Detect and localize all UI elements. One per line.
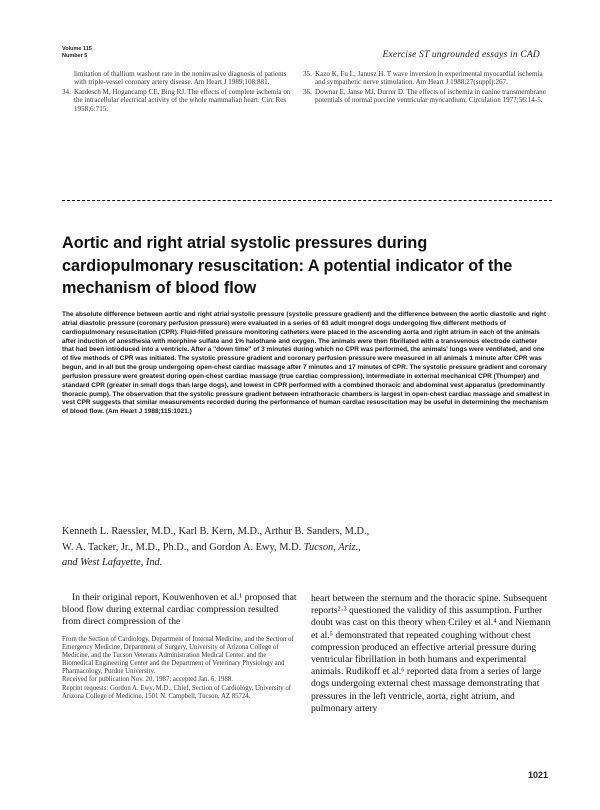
volume-label: Volume 115 bbox=[62, 46, 92, 52]
volume-info bbox=[62, 46, 92, 60]
section-divider bbox=[62, 200, 552, 204]
reference-item bbox=[62, 88, 300, 113]
affiliation-text: From the Section of Cardiology, Department of Internal Medicine, and the Section of Emergency Medicine, Department of Surgery, University of Arizona College of Medicine, and the Tucson Veterans Administration Medical Center, and the Biomedical Engineering Center and the Department of Veterinary Physiology and Pharmacology, Purdue University. bbox=[62, 636, 294, 676]
reprint-requests: Reprint requests: Gordon A. Ewy, M.D., Chief, Section of Cardiology, University of Arizona College of Medicine, 1501 N. Campbell, Tucson, AZ 85724. bbox=[62, 684, 292, 700]
abstract-text: The absolute difference between aortic and right atrial systolic pressure (systolic pressure gradient) and the difference between the aortic diastolic and right atrial diastolic pressure (coronary perfusion pressure) were evaluated in a series of 63 adult mongrel dogs undergoing five different methods of cardiopulmonary resuscitation (CPR). Fluid-filled pressure monitoring catheters were placed in the ascending aorta and right atrium in each of the animals after induction of anesthesia with morphine sulfate and 1% halothane and oxygen. The animals were then fibrillated with a transvenous electrode catheter that had been introduced into a ventricle. After a "down time" of 3 minutes during which no CPR was performed, the animals' lungs were ventilated, and one of five methods of CPR was initiated. The systolic pressure gradient and coronary perfusion pressure were measured in all animals 1 minute after CPR was begun, and in all but the group undergoing open-chest cardiac massage after 7 minutes and 17 minutes of CPR. The systolic pressure gradient and coronary perfusion pressure were greatest during open-chest cardiac massage (true cardiac compression), intermediate in external mechanical CPR (Thumper) and standard CPR (greater in small dogs than large dogs), and lowest in CPR performed with a combined thoracic and abdominal vest apparatus (predominantly thoracic pump). The observation that the systolic pressure gradient between intrathoracic chambers is largest in open-chest cardiac massage and smallest in vest CPR suggests that similar measurements recorded during the performance of human cardiac resuscitation may be useful in determining the mechanism of blood flow. bbox=[62, 311, 550, 416]
reference-list-left bbox=[62, 70, 300, 114]
author-location-2: and West Lafayette, Ind. bbox=[62, 557, 163, 568]
authors-line-2: W. A. Tacker, Jr., M.D., Ph.D., and Gordon A. Ewy, M.D. bbox=[62, 541, 302, 553]
page-number: 1021 bbox=[527, 770, 548, 780]
received-date: Received for publication Nov. 20, 1987; accepted Jan. 6, 1988. bbox=[62, 676, 233, 684]
reference-number: 34. bbox=[62, 87, 71, 96]
reference-number: 35. bbox=[303, 70, 312, 78]
abstract-citation: (Am Heart J 1988;115:1021.) bbox=[105, 408, 192, 416]
affiliation-footnote bbox=[62, 636, 298, 701]
author-list bbox=[62, 524, 462, 571]
reference-text: Downar E, Janse MJ, Durrer D. The effects of ischemia in canine transmembrane potentials of normal porcine ventricular myocardium. Circulation 1977;56:14-5. bbox=[315, 87, 546, 105]
reference-number: 36. bbox=[303, 87, 312, 96]
reference-item bbox=[303, 88, 548, 105]
number-label: Number 5 bbox=[62, 53, 88, 59]
reference-item bbox=[303, 70, 548, 87]
intro-right-column: heart between the sternum and the thoracic spine. Subsequent reports²·³ questioned the validity of this assumption. Further doubt was cast on this theory when Criley et al.⁴ and Niemann et al.⁵ demonstrated that repeated coughing without chest compression produced an effective arterial pressure during ventricular fibrillation in both humans and experimental animals. Rudikoff et al.⁶ reported data from a series of large dogs undergoing external chest massage demonstrating that pressures in the left ventricle, aorta, right atrium, and pulmonary artery bbox=[311, 593, 551, 714]
reference-text: limitation of thallium washout rate in the noninvasive diagnosis of patients with triple-vessel coronary artery disease. Am Heart J 1989;108:881. bbox=[74, 70, 287, 87]
reference-text: Kazo K, Fu L, Janusz H. T wave inversion in experimental myocardial ischemia and sympathetic nerve stimulation. Am Heart J 1988;27(suppl):267. bbox=[315, 70, 543, 87]
running-title: Exercise ST ungrounded essays in CAD bbox=[382, 50, 540, 60]
reference-text: Kardesch M, Hogancamp CE, Bing RJ. The effects of complete ischemia on the intracellular electrical activity of the whole mammalian heart. Circ Res 1958;6:715. bbox=[74, 87, 291, 113]
author-location-1: Tucson, Ariz., bbox=[303, 541, 361, 553]
article-title: Aortic and right atrial systolic pressures during cardiopulmonary resuscitation: A potential indicator of the mechanism of blood flow bbox=[62, 234, 513, 297]
reference-item bbox=[62, 70, 300, 87]
intro-left-column: In their original report, Kouwenhoven et al.¹ proposed that blood flow during external cardiac compression resulted from direct compression of the bbox=[62, 592, 297, 628]
authors-line-1: Kenneth L. Raessler, M.D., Karl B. Kern, M.D., Arthur B. Sanders, M.D., bbox=[62, 526, 370, 537]
reference-list-right bbox=[303, 70, 548, 106]
abstract bbox=[62, 311, 551, 417]
